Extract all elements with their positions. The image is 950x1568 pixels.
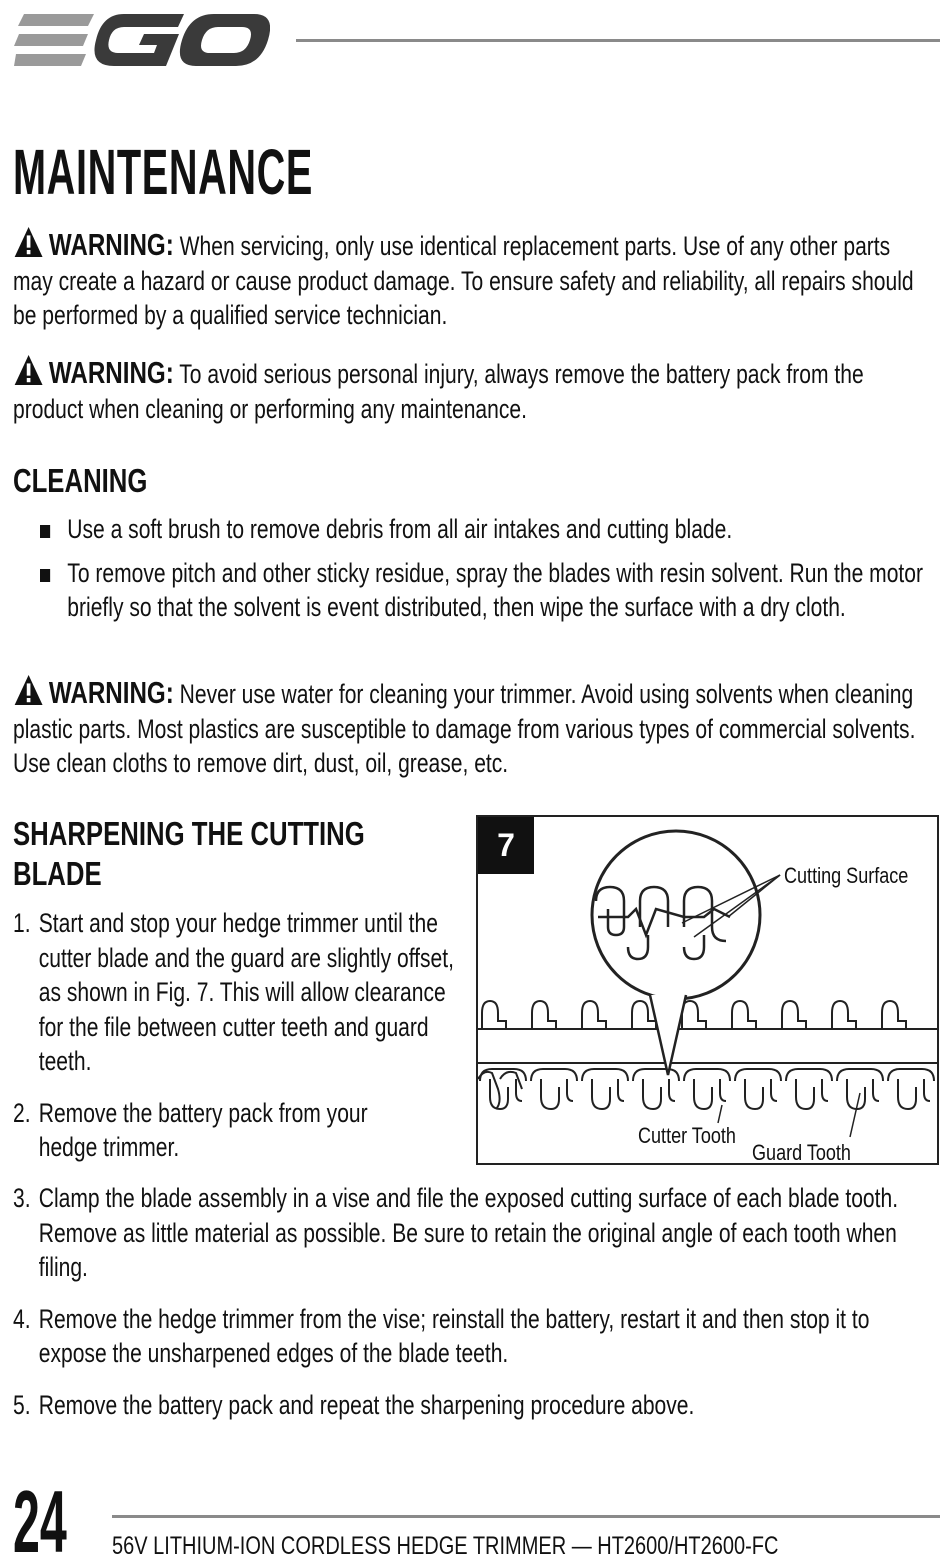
bullet-square-icon [40, 569, 50, 582]
header-rule [296, 39, 940, 42]
list-item: 2. Remove the battery pack from your hedge trimmer. [13, 1097, 368, 1162]
label-cutting-surface: Cutting Surface [784, 863, 909, 888]
figure-number-badge: 7 [478, 817, 534, 874]
ego-logo [14, 12, 270, 68]
cleaning-list [40, 512, 937, 634]
list-item: 5. Remove the battery pack and repeat the sharpening procedure above. [13, 1389, 695, 1420]
label-guard-tooth: Guard Tooth [752, 1140, 851, 1165]
footer-product-title: 56V LITHIUM-ION CORDLESS HEDGE TRIMMER — HT2600/HT2600-FC [112, 1532, 779, 1560]
page-title: MAINTENANCE [13, 136, 314, 208]
page-number: 24 [13, 1472, 67, 1568]
warning-label: WARNING: [48, 227, 174, 262]
list-item: To remove pitch and other sticky residue, spray the blades with resin solvent. Run the motor briefly so that the solvent is event distributed, then wipe the surface with a dry cloth. [40, 556, 937, 625]
warning-triangle-icon [13, 226, 44, 258]
list-item: 1. Start and stop your hedge trimmer until the cutter blade and the guard are slightly offset, as shown in Fig. 7. This will allow clearance for the file between cutter teeth and guard teeth. [13, 908, 454, 1076]
cleaning-heading: CLEANING [13, 462, 148, 499]
sharpening-steps-wide [13, 1181, 933, 1439]
warning-triangle-icon [13, 674, 44, 706]
warning-triangle-icon [13, 354, 44, 386]
footer-rule [112, 1515, 940, 1518]
list-item: 3. Clamp the blade assembly in a vise and file the exposed cutting surface of each blade tooth. Remove as little material as possible. Be sure to retain the original angle of each tooth when filing. [13, 1183, 899, 1282]
sharpening-heading: SHARPENING THE CUTTING BLADE [13, 815, 365, 892]
warning-label: WARNING: [48, 675, 174, 710]
warning-text: Never use water for cleaning your trimmer. Avoid using solvents when cleaning plastic parts. Most plastics are susceptible to damage from various types of commercial solvents. Use clean cloths to remove dirt, dust, oil, grease, etc. [13, 679, 916, 778]
bullet-square-icon [40, 525, 50, 538]
sharpening-steps-narrow [13, 906, 461, 1182]
list-item: Use a soft brush to remove debris from all air intakes and cutting blade. [40, 512, 937, 547]
warning-servicing [13, 226, 933, 333]
warning-label: WARNING: [48, 355, 174, 390]
warning-battery [13, 354, 933, 426]
warning-text: When servicing, only use identical replacement parts. Use of any other parts may create a hazard or cause product damage. To ensure safety and reliability, all repairs should be performed by a qualified service technician. [13, 231, 914, 330]
figure-7-blade-diagram [476, 815, 939, 1165]
warning-water [13, 674, 933, 781]
lower-teeth-path [480, 1069, 934, 1109]
label-cutter-tooth: Cutter Tooth [638, 1123, 736, 1148]
warning-text: To avoid serious personal injury, always remove the battery pack from the product when cleaning or performing any maintenance. [13, 359, 864, 424]
list-item: 4. Remove the hedge trimmer from the vise; reinstall the battery, restart it and then stop it to expose the unsharpened edges of the blade teeth. [13, 1303, 870, 1368]
